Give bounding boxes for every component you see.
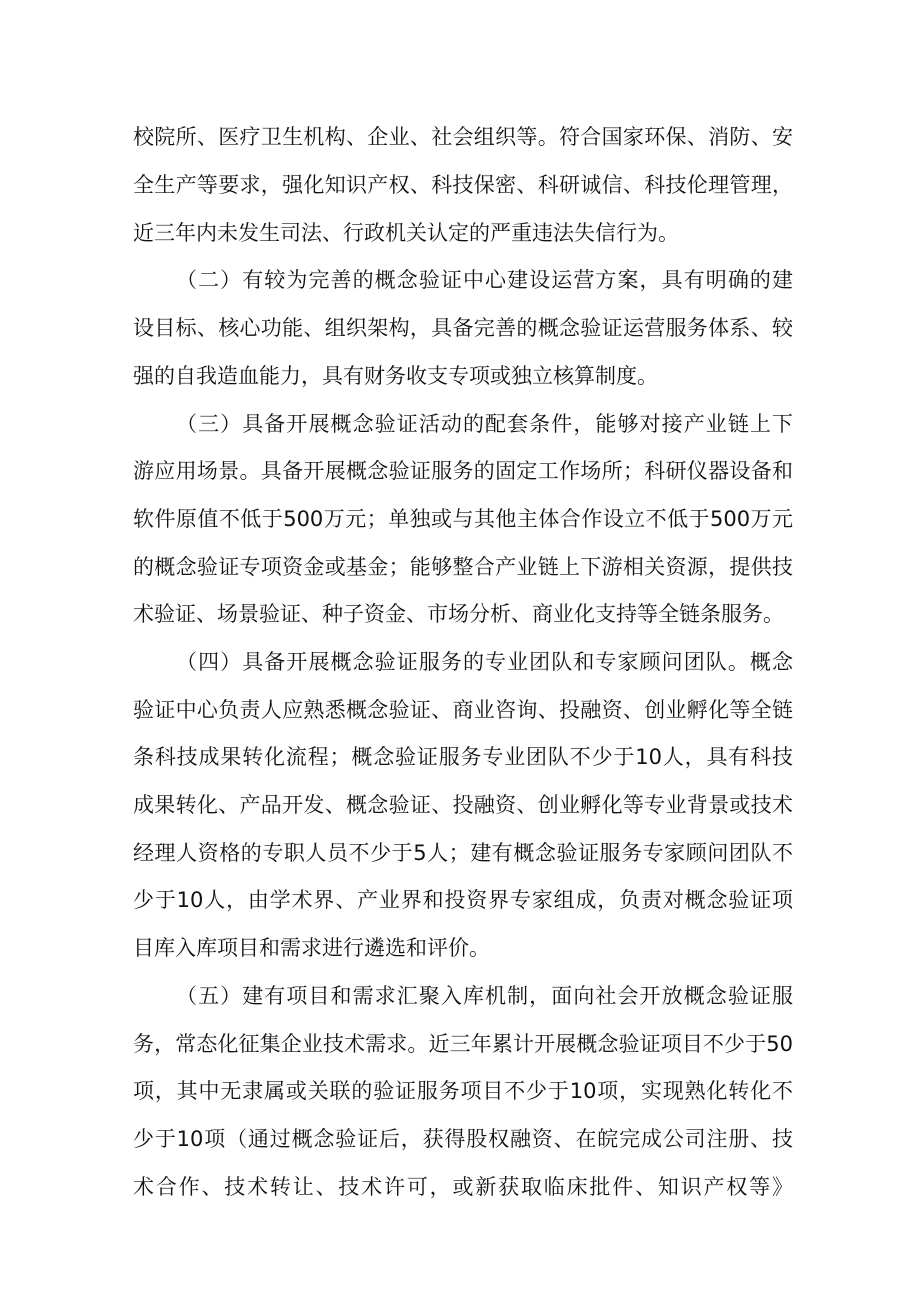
paragraph-3-line-3: 软件原值不低于500万元；单独或与其他主体合作设立不低于500万元 (133, 507, 793, 531)
paragraph-3-line-4: 的概念验证专项资金或基金；能够整合产业链上下游相关资源，提供技 (133, 555, 793, 579)
paragraph-2-line-1: （二）有较为完善的概念验证中心建设运营方案，具有明确的建 (176, 268, 793, 292)
paragraph-4-line-4: 成果转化、产品开发、概念验证、投融资、创业孵化等专业背景或技术 (133, 793, 793, 817)
paragraph-1-line-2: 全生产等要求，强化知识产权、科技保密、科研诚信、科技伦理管理， (133, 173, 793, 197)
paragraph-1-line-3: 近三年内未发生司法、行政机关认定的严重违法失信行为。 (133, 221, 679, 245)
paragraph-1-line-1: 校院所、医疗卫生机构、企业、社会组织等。符合国家环保、消防、安 (133, 125, 793, 149)
paragraph-4-line-1: （四）具备开展概念验证服务的专业团队和专家顾问团队。概念 (176, 650, 793, 674)
paragraph-4-line-2: 验证中心负责人应熟悉概念验证、商业咨询、投融资、创业孵化等全链 (133, 698, 793, 722)
paragraph-3-line-5: 术验证、场景验证、种子资金、市场分析、商业化支持等全链条服务。 (133, 602, 784, 626)
paragraph-4-line-3: 条科技成果转化流程；概念验证服务专业团队不少于10人，具有科技 (133, 745, 793, 769)
paragraph-5-line-2: 务，常态化征集企业技术需求。近三年累计开展概念验证项目不少于50 (133, 1032, 793, 1056)
paragraph-5-line-1: （五）建有项目和需求汇聚入库机制，面向社会开放概念验证服 (176, 984, 793, 1008)
paragraph-5-line-3: 项，其中无隶属或关联的验证服务项目不少于10项，实现熟化转化不 (133, 1079, 793, 1103)
paragraph-5-line-5: 术合作、技术转让、技术许可，或新获取临床批件、知识产权等》 (133, 1175, 793, 1199)
paragraph-2-line-2: 设目标、核心功能、组织架构，具备完善的概念验证运营服务体系、较 (133, 316, 793, 340)
paragraph-3-line-2: 游应用场景。具备开展概念验证服务的固定工作场所；科研仪器设备和 (133, 459, 793, 483)
paragraph-4-line-5: 经理人资格的专职人员不少于5人；建有概念验证服务专家顾问团队不 (133, 841, 793, 865)
paragraph-4-line-6: 少于10人，由学术界、产业界和投资界专家组成，负责对概念验证项 (133, 888, 793, 912)
paragraph-4-line-7: 目库入库项目和需求进行遴选和评价。 (133, 936, 490, 960)
paragraph-2-line-3: 强的自我造血能力，具有财务收支专项或独立核算制度。 (133, 364, 658, 388)
paragraph-3-line-1: （三）具备开展概念验证活动的配套条件，能够对接产业链上下 (176, 412, 793, 436)
paragraph-5-line-4: 少于10项（通过概念验证后，获得股权融资、在皖完成公司注册、技 (133, 1127, 793, 1151)
